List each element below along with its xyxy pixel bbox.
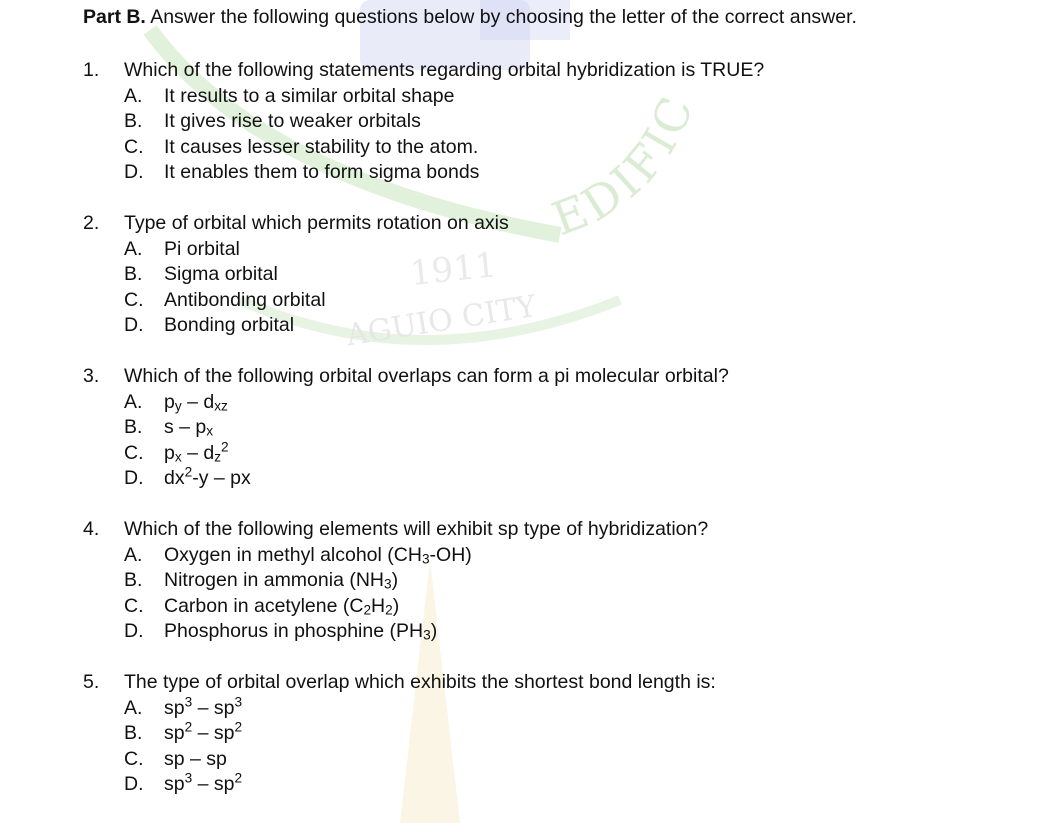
question-text: Which of the following elements will exhibit sp type of hybridization? — [124, 518, 709, 540]
option-text — [164, 568, 398, 594]
question-number: 2. — [83, 212, 100, 234]
superscript: 2 — [184, 464, 193, 480]
option-text-run: ) — [392, 594, 400, 617]
option-text-run: – sp — [192, 773, 235, 795]
option-letter: A. — [124, 696, 143, 719]
subscript: y — [174, 398, 182, 414]
option-letter: C. — [124, 288, 144, 311]
question-number: 4. — [83, 518, 100, 540]
option-letter: B. — [124, 722, 143, 744]
option-text — [164, 747, 227, 773]
option-text — [164, 696, 242, 722]
part-label: Part B. — [83, 6, 146, 28]
option-text-run: sp — [164, 722, 185, 744]
superscript: 3 — [234, 694, 243, 709]
answer-option — [0, 619, 1063, 645]
option-text — [164, 466, 251, 492]
option-text-run: It enables them to form sigma bonds — [164, 161, 480, 183]
answer-option — [0, 415, 1063, 441]
question-number: 3. — [83, 365, 100, 387]
seal-year: 1911 — [408, 245, 499, 295]
option-text-run: Phosphorus in phosphine (PH — [164, 620, 424, 642]
subscript: x — [206, 423, 214, 439]
option-text-run: s – p — [164, 416, 207, 438]
question-stem — [0, 211, 1063, 237]
option-text — [164, 619, 437, 645]
option-text-run: It gives rise to weaker orbitals — [164, 110, 421, 132]
option-text — [164, 262, 278, 288]
superscript: 2 — [234, 719, 243, 735]
option-text — [164, 415, 213, 441]
answer-option — [0, 772, 1063, 798]
option-letter: C. — [124, 594, 144, 617]
option-text-run: Bonding orbital — [164, 314, 295, 336]
answer-option — [0, 109, 1063, 135]
option-text-run: Sigma orbital — [164, 263, 278, 285]
option-text — [164, 109, 421, 135]
option-text-run: p — [164, 441, 175, 464]
superscript: 2 — [184, 719, 193, 735]
question-3 — [0, 364, 1063, 492]
option-letter: C. — [124, 135, 144, 158]
option-text-run: Nitrogen in ammonia (NH — [164, 569, 384, 591]
option-text-run: ) — [430, 620, 438, 642]
answer-option — [0, 594, 1063, 620]
answer-option — [0, 262, 1063, 288]
answer-option — [0, 441, 1063, 467]
question-text: Which of the following orbital overlaps can form a pi molecular orbital? — [124, 365, 729, 387]
question-text: The type of orbital overlap which exhibits the shortest bond length is: — [124, 671, 716, 693]
superscript: 2 — [221, 439, 229, 454]
option-text — [164, 160, 479, 186]
answer-option — [0, 696, 1063, 722]
option-text — [164, 288, 326, 314]
option-text-run: -y – px — [192, 467, 251, 489]
option-letter: D. — [124, 467, 144, 489]
question-5 — [0, 670, 1063, 798]
subscript: xz — [214, 398, 228, 414]
question-4 — [0, 517, 1063, 645]
question-text: Type of orbital which permits rotation on axis — [124, 212, 509, 234]
option-letter: A. — [124, 237, 143, 260]
subscript: 2 — [363, 602, 372, 618]
answer-option — [0, 135, 1063, 161]
answer-option — [0, 390, 1063, 416]
option-text-run: – sp — [192, 722, 235, 744]
superscript: 3 — [184, 770, 193, 786]
option-text-run: -OH) — [429, 543, 472, 566]
subscript: 3 — [421, 551, 430, 567]
question-number: 5. — [83, 671, 100, 693]
option-text-run: Antibonding orbital — [164, 288, 326, 311]
part-heading — [83, 6, 857, 29]
answer-option — [0, 568, 1063, 594]
option-text-run: sp — [164, 773, 185, 795]
superscript: 2 — [234, 770, 243, 786]
option-text — [164, 594, 399, 620]
subscript: 3 — [384, 576, 392, 592]
option-letter: C. — [124, 747, 144, 770]
option-letter: B. — [124, 110, 143, 132]
option-text-run: sp — [164, 696, 185, 719]
subscript: 2 — [385, 602, 393, 618]
answer-option — [0, 466, 1063, 492]
option-text-run: dx — [164, 467, 185, 489]
option-letter: A. — [124, 390, 143, 413]
subscript: 3 — [423, 627, 431, 643]
answer-option — [0, 543, 1063, 569]
question-1 — [0, 58, 1063, 186]
option-text — [164, 543, 472, 569]
option-text-run: Oxygen in methyl alcohol (CH — [164, 543, 422, 566]
seal-city: AGUIO CITY — [343, 288, 539, 354]
option-letter: B. — [124, 416, 143, 438]
option-letter: B. — [124, 263, 143, 285]
answer-option — [0, 84, 1063, 110]
option-text-run: – sp — [192, 696, 235, 719]
option-text — [164, 313, 294, 339]
seal-arc-text: EDIFIC — [545, 86, 705, 247]
option-text-run: It results to a similar orbital shape — [164, 84, 455, 107]
answer-option — [0, 721, 1063, 747]
option-text-run: Carbon in acetylene (C — [164, 594, 364, 617]
option-letter: A. — [124, 543, 143, 566]
question-number: 1. — [83, 59, 100, 81]
option-text-run: It causes lesser stability to the atom. — [164, 135, 479, 158]
question-2 — [0, 211, 1063, 339]
option-letter: D. — [124, 161, 144, 183]
option-text-run: ) — [391, 569, 399, 591]
option-letter: D. — [124, 314, 144, 336]
option-text — [164, 390, 228, 416]
answer-option — [0, 160, 1063, 186]
option-text — [164, 84, 454, 110]
subscript: z — [214, 449, 222, 465]
option-letter: C. — [124, 441, 144, 464]
option-text-run: – d — [181, 390, 215, 413]
option-text — [164, 721, 242, 747]
option-letter: A. — [124, 84, 143, 107]
answer-option — [0, 747, 1063, 773]
option-text-run: Pi orbital — [164, 237, 240, 260]
option-text-run: p — [164, 390, 175, 413]
option-text-run: H — [371, 594, 386, 617]
answer-option — [0, 237, 1063, 263]
question-text: Which of the following statements regarding orbital hybridization is TRUE? — [124, 59, 765, 81]
question-stem — [0, 58, 1063, 84]
option-text-run: – d — [181, 441, 215, 464]
option-text — [164, 135, 478, 161]
question-stem — [0, 364, 1063, 390]
option-text — [164, 441, 229, 467]
option-letter: B. — [124, 569, 143, 591]
subscript: x — [174, 449, 182, 465]
option-letter: D. — [124, 620, 144, 642]
question-stem — [0, 670, 1063, 696]
option-letter: D. — [124, 773, 144, 795]
question-stem — [0, 517, 1063, 543]
answer-option — [0, 313, 1063, 339]
answer-option — [0, 288, 1063, 314]
part-instruction: Answer the following questions below by choosing the letter of the correct answer. — [150, 6, 857, 28]
superscript: 3 — [184, 694, 193, 709]
option-text-run: sp – sp — [164, 747, 227, 770]
option-text — [164, 237, 240, 263]
option-text — [164, 772, 242, 798]
